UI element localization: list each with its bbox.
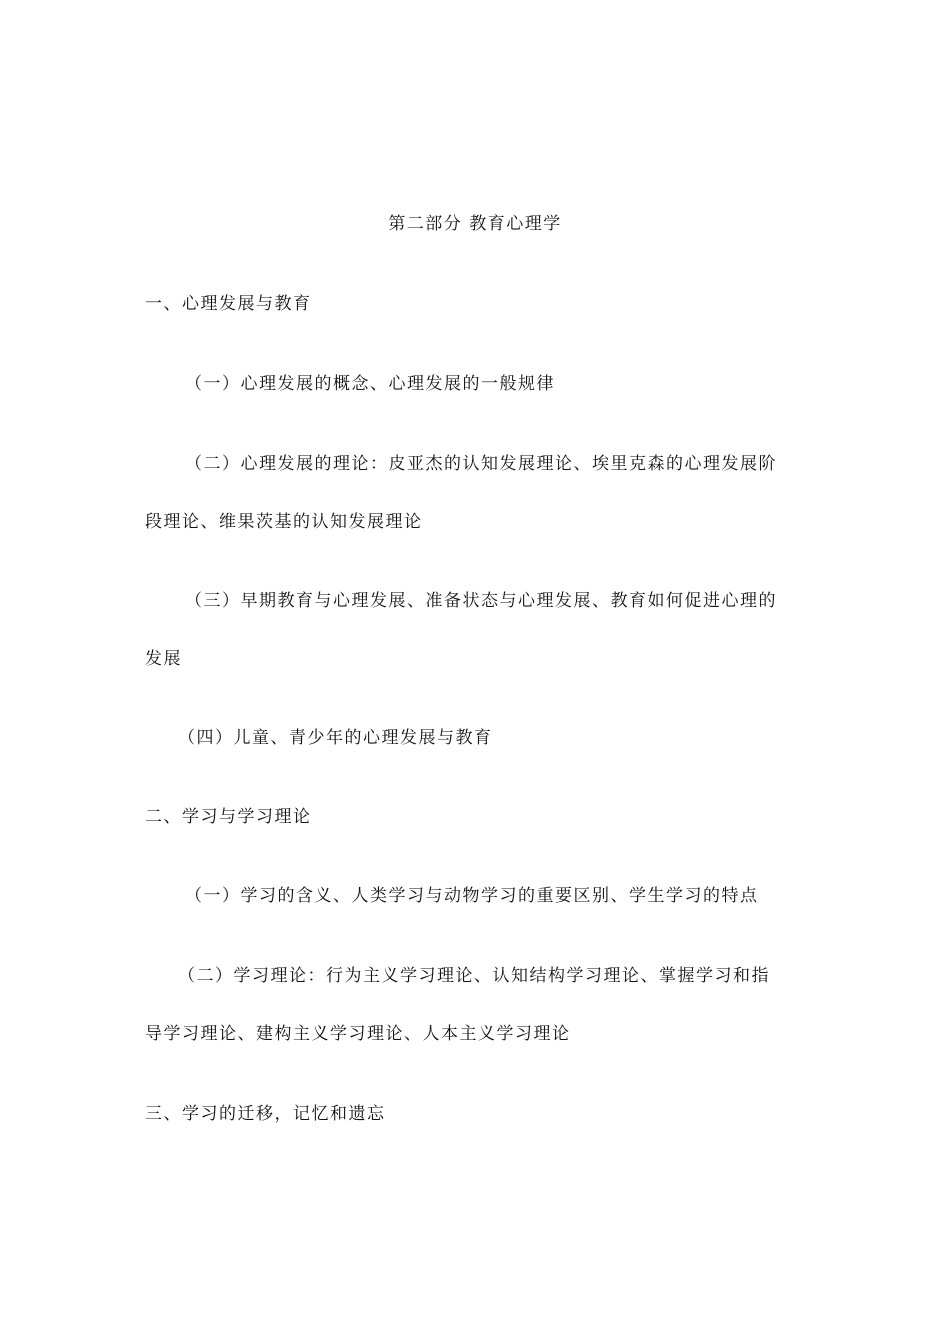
section-heading-2: 二、学习与学习理论 [145,807,312,827]
list-item: （三）早期教育与心理发展、准备状态与心理发展、教育如何促进心理的 [185,591,777,611]
page-title: 第二部分 教育心理学 [388,214,562,234]
section-heading-3: 三、学习的迁移，记忆和遗忘 [145,1104,386,1124]
list-item: （四）儿童、青少年的心理发展与教育 [178,728,493,748]
list-item-continuation: 段理论、维果茨基的认知发展理论 [145,512,423,532]
list-item: （一）心理发展的概念、心理发展的一般规律 [185,374,555,394]
list-item: （二）学习理论：行为主义学习理论、认知结构学习理论、掌握学习和指 [178,966,770,986]
list-item-continuation: 发展 [145,649,182,669]
section-heading-1: 一、心理发展与教育 [145,294,312,314]
list-item: （二）心理发展的理论：皮亚杰的认知发展理论、埃里克森的心理发展阶 [185,454,777,474]
list-item: （一）学习的含义、人类学习与动物学习的重要区别、学生学习的特点 [185,886,759,906]
list-item-continuation: 导学习理论、建构主义学习理论、人本主义学习理论 [145,1024,571,1044]
